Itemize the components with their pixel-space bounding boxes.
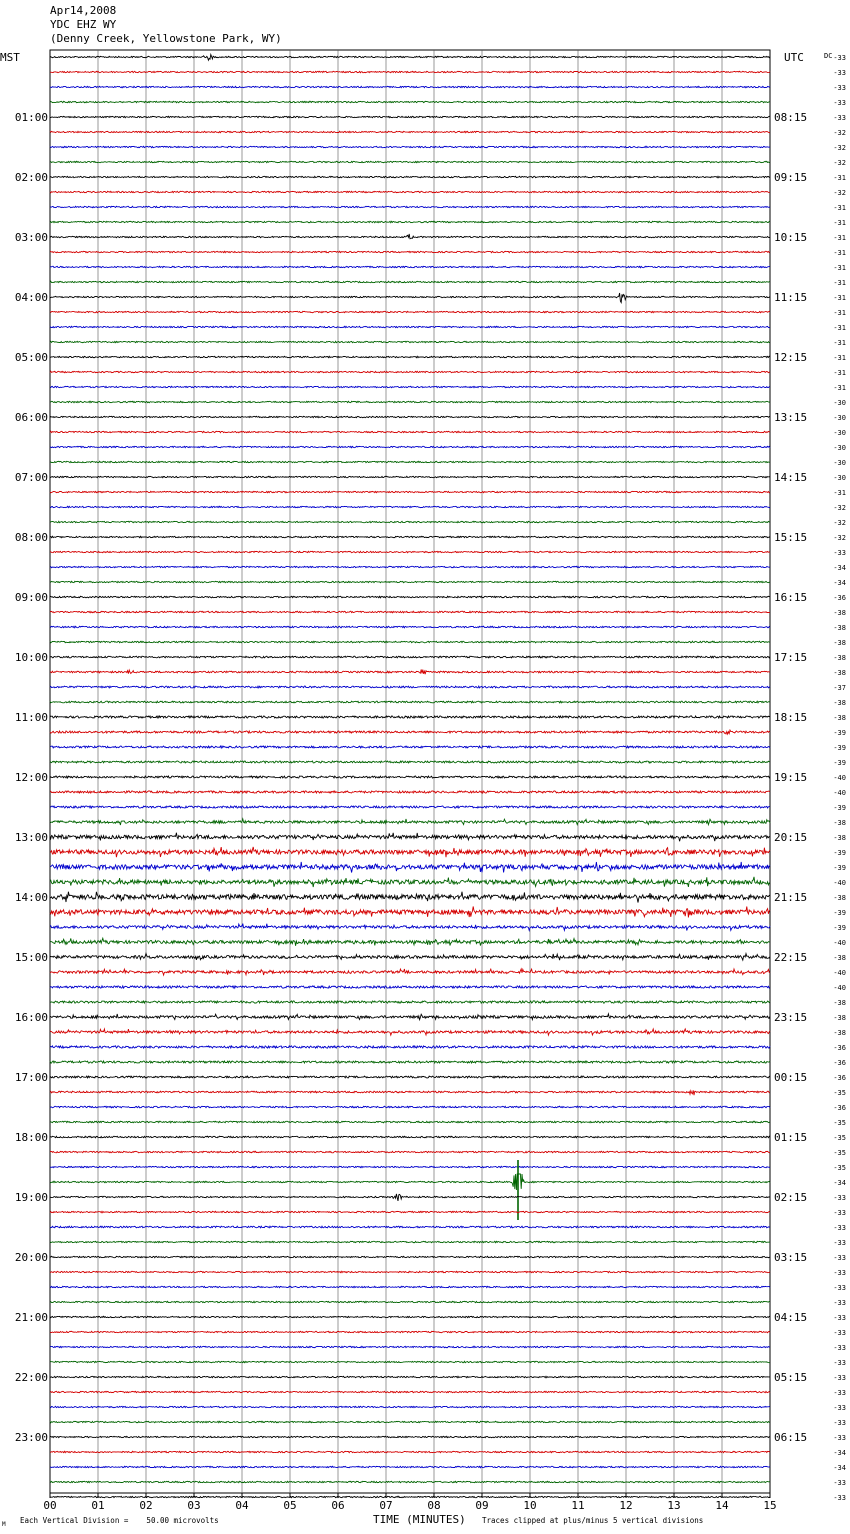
mst-hour-label: 21:00	[14, 1311, 48, 1324]
trace-row	[50, 521, 770, 522]
mst-hour-label: 04:00	[14, 291, 48, 304]
trace-row	[50, 1286, 770, 1287]
x-tick-label: 10	[523, 1499, 537, 1512]
dc-offset-label: -32	[833, 144, 846, 152]
x-tick-label: 05	[283, 1499, 297, 1512]
mst-hour-label: 15:00	[14, 951, 48, 964]
left-timezone-label: MST	[0, 51, 20, 64]
dc-offset-label: -33	[833, 84, 846, 92]
dc-offset-labels	[833, 54, 846, 1502]
dc-offset-label: -40	[833, 984, 846, 992]
dc-offset-label: -38	[833, 1014, 846, 1022]
dc-offset-label: -30	[833, 444, 846, 452]
trace-row	[50, 1301, 770, 1302]
dc-offset-label: -33	[833, 1269, 846, 1277]
trace-row	[50, 311, 770, 312]
dc-offset-label: -38	[833, 819, 846, 827]
trace-row	[50, 1436, 770, 1437]
dc-offset-label: -31	[833, 324, 846, 332]
utc-hour-label: 19:15	[774, 771, 808, 784]
utc-hour-label: 06:15	[774, 1431, 808, 1444]
dc-offset-label: -33	[833, 1209, 846, 1217]
trace-row	[50, 1256, 770, 1257]
utc-hour-label: 02:15	[774, 1191, 808, 1204]
dc-offset-label: -30	[833, 399, 846, 407]
trace-row	[50, 1451, 770, 1452]
dc-offset-label: -33	[833, 1239, 846, 1247]
dc-offset-label: -34	[833, 1449, 846, 1457]
trace-row	[50, 1121, 770, 1123]
dc-offset-label: -33	[833, 1404, 846, 1412]
trace-row	[50, 761, 770, 763]
trace-row	[50, 924, 770, 931]
trace-row	[50, 191, 770, 192]
trace-row	[50, 1316, 770, 1317]
dc-offset-label: -38	[833, 609, 846, 617]
dc-offset-label: -35	[833, 1164, 846, 1172]
dc-offset-label: -40	[833, 789, 846, 797]
trace-row	[50, 1174, 770, 1190]
dc-offset-label: -31	[833, 309, 846, 317]
dc-offset-label: -33	[833, 114, 846, 122]
trace-row	[50, 506, 770, 507]
trace-row	[50, 847, 770, 857]
dc-offset-label: -32	[833, 159, 846, 167]
dc-offset-label: -31	[833, 264, 846, 272]
trace-row	[50, 1090, 770, 1095]
trace-row	[50, 1361, 770, 1362]
mst-hour-label: 09:00	[14, 591, 48, 604]
dc-offset-label: -33	[833, 1419, 846, 1427]
dc-offset-label: -30	[833, 474, 846, 482]
utc-hour-label: 22:15	[774, 951, 808, 964]
dc-offset-label: -33	[833, 1344, 846, 1352]
dc-offset-label: -38	[833, 834, 846, 842]
dc-offset-label: -39	[833, 744, 846, 752]
trace-row	[50, 146, 770, 147]
trace-row	[50, 1211, 770, 1212]
dc-offset-label: -40	[833, 879, 846, 887]
mst-hour-label: 10:00	[14, 651, 48, 664]
trace-row	[50, 1014, 770, 1020]
dc-offset-label: -30	[833, 414, 846, 422]
trace-row	[50, 416, 770, 417]
mst-hour-label: 01:00	[14, 111, 48, 124]
dc-offset-label: -36	[833, 1104, 846, 1112]
dc-offset-label: -32	[833, 129, 846, 137]
dc-offset-label: -34	[833, 1464, 846, 1472]
mst-hour-label: 03:00	[14, 231, 48, 244]
trace-row	[50, 596, 770, 598]
x-tick-label: 03	[187, 1499, 201, 1512]
trace-row	[50, 1106, 770, 1108]
utc-hour-label: 14:15	[774, 471, 808, 484]
x-axis-ticks	[43, 1493, 776, 1512]
mst-hour-label: 14:00	[14, 891, 48, 904]
dc-offset-label: -34	[833, 579, 846, 587]
dc-offset-label: -33	[833, 1374, 846, 1382]
trace-row	[50, 1331, 770, 1332]
mst-hour-label: 23:00	[14, 1431, 48, 1444]
dc-offset-label: -31	[833, 354, 846, 362]
dc-offset-label: -38	[833, 894, 846, 902]
dc-offset-label: -31	[833, 384, 846, 392]
mst-hour-labels	[15, 111, 48, 1444]
dc-offset-label: -36	[833, 1044, 846, 1052]
dc-offset-label: -38	[833, 954, 846, 962]
footer-clip-note: Traces clipped at plus/minus 5 vertical divisions	[482, 1516, 704, 1525]
dc-offset-label: -33	[833, 1389, 846, 1397]
trace-row	[50, 371, 770, 372]
dc-offset-label: -39	[833, 729, 846, 737]
trace-row	[50, 1376, 770, 1377]
trace-row	[50, 1241, 770, 1242]
dc-offset-label: -33	[833, 99, 846, 107]
dc-offset-label: -33	[833, 54, 846, 62]
dc-offset-label: -39	[833, 924, 846, 932]
trace-row	[50, 116, 770, 117]
utc-hour-labels	[774, 111, 807, 1444]
plot-date: Apr14,2008	[50, 4, 117, 17]
trace-row	[50, 1076, 770, 1078]
x-tick-label: 12	[619, 1499, 633, 1512]
mst-hour-label: 05:00	[14, 351, 48, 364]
trace-row	[50, 176, 770, 177]
mst-hour-label: 20:00	[14, 1251, 48, 1264]
mst-hour-label: 11:00	[14, 711, 48, 724]
trace-row	[50, 566, 770, 567]
dc-offset-label: -35	[833, 1089, 846, 1097]
right-timezone-label: UTC	[784, 51, 804, 64]
trace-row	[50, 206, 770, 207]
dc-offset-label: -31	[833, 204, 846, 212]
dc-offset-label: -38	[833, 699, 846, 707]
mst-hour-label: 07:00	[14, 471, 48, 484]
dc-offset-label: -39	[833, 849, 846, 857]
dc-offset-label: -33	[833, 1329, 846, 1337]
trace-row	[50, 833, 770, 842]
utc-hour-label: 04:15	[774, 1311, 808, 1324]
mst-hour-label: 19:00	[14, 1191, 48, 1204]
utc-hour-label: 18:15	[774, 711, 808, 724]
utc-hour-label: 17:15	[774, 651, 808, 664]
trace-row	[50, 281, 770, 282]
dc-offset-label: -35	[833, 1134, 846, 1142]
dc-offset-label: -31	[833, 339, 846, 347]
mst-hour-label: 18:00	[14, 1131, 48, 1144]
trace-row	[50, 86, 770, 87]
utc-hour-label: 09:15	[774, 171, 808, 184]
dc-offset-label: -32	[833, 504, 846, 512]
x-tick-label: 14	[715, 1499, 729, 1512]
trace-row	[50, 1136, 770, 1138]
dc-offset-label: -32	[833, 519, 846, 527]
dc-offset-label: -31	[833, 294, 846, 302]
x-tick-label: 08	[427, 1499, 441, 1512]
dc-offset-label: -38	[833, 714, 846, 722]
trace-row	[50, 1001, 770, 1003]
mst-hour-label: 17:00	[14, 1071, 48, 1084]
dc-offset-label: -38	[833, 669, 846, 677]
trace-row	[50, 641, 770, 643]
trace-row	[50, 1421, 770, 1422]
dc-offset-label: -39	[833, 759, 846, 767]
mst-hour-label: 13:00	[14, 831, 48, 844]
dc-offset-label: -31	[833, 369, 846, 377]
trace-row	[50, 1481, 770, 1482]
trace-row	[50, 746, 770, 748]
footer-mark: M	[2, 1521, 6, 1528]
trace-row	[50, 819, 770, 825]
trace-row	[50, 938, 770, 946]
trace-row	[50, 446, 770, 447]
dc-offset-label: -40	[833, 939, 846, 947]
trace-row	[50, 1226, 770, 1228]
utc-hour-label: 21:15	[774, 891, 808, 904]
utc-hour-label: 00:15	[774, 1071, 808, 1084]
station-location: (Denny Creek, Yellowstone Park, WY)	[50, 32, 282, 45]
dc-offset-label: -37	[833, 684, 846, 692]
mst-hour-label: 12:00	[14, 771, 48, 784]
dc-offset-label: -33	[833, 1254, 846, 1262]
x-tick-label: 06	[331, 1499, 345, 1512]
utc-hour-label: 08:15	[774, 111, 808, 124]
trace-row	[50, 234, 770, 239]
trace-row	[50, 1466, 770, 1467]
dc-offset-label: -33	[833, 1479, 846, 1487]
dc-offset-label: -39	[833, 804, 846, 812]
trace-row	[50, 1151, 770, 1153]
dc-offset-label: -33	[833, 1224, 846, 1232]
dc-offset-label: -36	[833, 1074, 846, 1082]
trace-row	[50, 1029, 770, 1035]
station-code: YDC EHZ WY	[50, 18, 117, 31]
mst-hour-label: 08:00	[14, 531, 48, 544]
utc-hour-label: 20:15	[774, 831, 808, 844]
trace-row	[50, 293, 770, 303]
utc-hour-label: 11:15	[774, 291, 808, 304]
trace-row	[50, 266, 770, 267]
dc-offset-label: -33	[833, 1359, 846, 1367]
dc-offset-label: -31	[833, 249, 846, 257]
dc-offset-label: -32	[833, 189, 846, 197]
trace-row	[50, 954, 770, 961]
mst-hour-label: 02:00	[14, 171, 48, 184]
trace-row	[50, 701, 770, 703]
trace-row	[50, 986, 770, 988]
dc-offset-label: -33	[833, 69, 846, 77]
dc-offset-label: -33	[833, 1314, 846, 1322]
dc-offset-label: -32	[833, 534, 846, 542]
dc-offset-label: -38	[833, 654, 846, 662]
dc-offset-label: -30	[833, 459, 846, 467]
trace-row	[50, 907, 770, 918]
trace-row	[50, 730, 770, 734]
trace-row	[50, 401, 770, 402]
dc-offset-label: -36	[833, 594, 846, 602]
dc-offset-label: -39	[833, 864, 846, 872]
utc-hour-label: 16:15	[774, 591, 808, 604]
utc-hour-label: 23:15	[774, 1011, 808, 1024]
trace-row	[50, 55, 770, 61]
utc-hour-label: 12:15	[774, 351, 808, 364]
trace-row	[50, 461, 770, 462]
trace-row	[50, 1406, 770, 1407]
trace-row	[50, 656, 770, 658]
trace-row	[50, 892, 770, 903]
dc-offset-label: -34	[833, 564, 846, 572]
x-tick-label: 02	[139, 1499, 153, 1512]
dc-offset-label: -33	[833, 1434, 846, 1442]
utc-hour-label: 13:15	[774, 411, 808, 424]
utc-hour-label: 01:15	[774, 1131, 808, 1144]
trace-row	[50, 1046, 770, 1048]
dc-offset-label: -33	[833, 1299, 846, 1307]
dc-offset-label: -38	[833, 999, 846, 1007]
utc-hour-label: 05:15	[774, 1371, 808, 1384]
trace-row	[50, 877, 770, 887]
trace-row	[50, 862, 770, 873]
trace-row	[50, 251, 770, 252]
trace-row	[50, 356, 770, 357]
dc-offset-label: -33	[833, 549, 846, 557]
x-axis-title: TIME (MINUTES)	[373, 1513, 466, 1526]
x-tick-label: 11	[571, 1499, 585, 1512]
trace-row	[50, 131, 770, 132]
trace-row	[50, 806, 770, 808]
trace-row	[50, 1346, 770, 1347]
mst-hour-label: 16:00	[14, 1011, 48, 1024]
trace-row	[50, 686, 770, 688]
trace-row	[50, 1496, 770, 1497]
dc-offset-label: -39	[833, 909, 846, 917]
trace-row	[50, 969, 770, 975]
trace-row	[50, 326, 770, 327]
x-tick-label: 07	[379, 1499, 393, 1512]
trace-row	[50, 626, 770, 628]
dc-offset-label: -31	[833, 234, 846, 242]
dc-offset-label: -31	[833, 279, 846, 287]
utc-hour-label: 15:15	[774, 531, 808, 544]
x-tick-label: 09	[475, 1499, 489, 1512]
dc-offset-label: -38	[833, 639, 846, 647]
x-tick-label: 04	[235, 1499, 249, 1512]
trace-row	[50, 1194, 770, 1201]
x-tick-label: 00	[43, 1499, 57, 1512]
trace-row	[50, 71, 770, 72]
utc-hour-label: 03:15	[774, 1251, 808, 1264]
footer-scale-note: Each Vertical Division = 50.00 microvolts	[20, 1516, 219, 1525]
dc-offset-label: -35	[833, 1119, 846, 1127]
trace-row	[50, 431, 770, 432]
dc-offset-label: -40	[833, 969, 846, 977]
dc-label: DC	[824, 52, 833, 60]
dc-offset-label: -31	[833, 174, 846, 182]
mst-hour-label: 06:00	[14, 411, 48, 424]
trace-row	[50, 536, 770, 537]
trace-row	[50, 386, 770, 387]
trace-row	[50, 1271, 770, 1272]
dc-offset-label: -36	[833, 1059, 846, 1067]
trace-row	[50, 1391, 770, 1392]
trace-row	[50, 1061, 770, 1063]
dc-offset-label: -33	[833, 1494, 846, 1502]
dc-offset-label: -31	[833, 489, 846, 497]
dc-offset-label: -35	[833, 1149, 846, 1157]
dc-offset-label: -33	[833, 1194, 846, 1202]
trace-row	[50, 791, 770, 793]
dc-offset-label: -34	[833, 1179, 846, 1187]
trace-row	[50, 221, 770, 222]
x-tick-label: 15	[763, 1499, 777, 1512]
x-tick-label: 13	[667, 1499, 681, 1512]
dc-offset-label: -33	[833, 1284, 846, 1292]
trace-row	[50, 101, 770, 102]
dc-offset-label: -30	[833, 429, 846, 437]
trace-row	[50, 476, 770, 477]
trace-row	[50, 341, 770, 342]
mst-hour-label: 22:00	[14, 1371, 48, 1384]
dc-offset-label: -31	[833, 219, 846, 227]
x-tick-label: 01	[91, 1499, 105, 1512]
trace-row	[50, 491, 770, 492]
dc-offset-label: -40	[833, 774, 846, 782]
dc-offset-label: -38	[833, 624, 846, 632]
utc-hour-label: 10:15	[774, 231, 808, 244]
trace-row	[50, 1166, 770, 1167]
seismic-traces	[50, 55, 770, 1498]
trace-row	[50, 611, 770, 613]
trace-row	[50, 716, 770, 718]
trace-row	[50, 670, 770, 675]
trace-row	[50, 161, 770, 162]
trace-row	[50, 581, 770, 582]
trace-row	[50, 776, 770, 778]
trace-row	[50, 551, 770, 552]
dc-offset-label: -38	[833, 1029, 846, 1037]
